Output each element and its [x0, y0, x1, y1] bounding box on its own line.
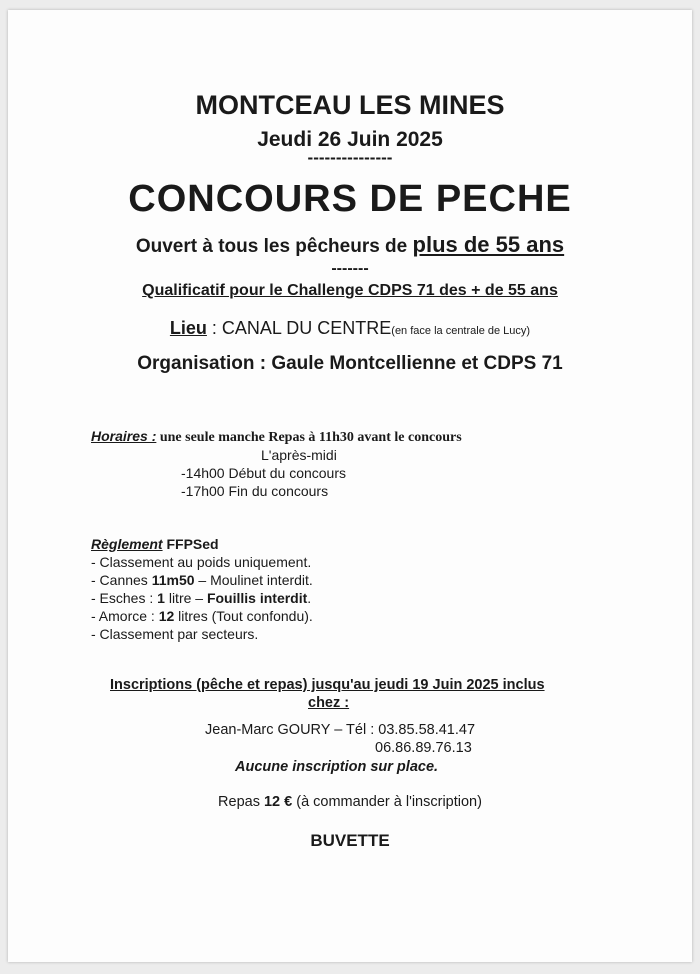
rule-bold: 1: [157, 590, 165, 606]
rule-text: - Cannes: [91, 572, 152, 588]
open-to-line: [8, 232, 692, 258]
rule-text: - Classement par secteurs.: [91, 626, 259, 642]
rule-bold: 12: [158, 608, 175, 624]
separator-1: ---------------: [307, 148, 393, 167]
open-to-prefix: Ouvert à tous les pêcheurs de: [135, 236, 413, 257]
rule-text: - Esches :: [91, 590, 158, 606]
rule-text: – Moulinet interdit.: [194, 572, 313, 588]
meal-price-line: [8, 794, 692, 810]
rule-text: .: [307, 590, 312, 606]
contact-line: Jean-Marc GOURY – Tél : 03.85.58.41.47: [205, 722, 476, 738]
age-highlight: plus de 55 ans: [412, 232, 565, 257]
city-heading: MONTCEAU LES MINES: [195, 90, 505, 120]
bar-notice: BUVETTE: [310, 831, 390, 850]
location-value: : CANAL DU CENTRE: [206, 318, 392, 338]
rule-bold: 11m50: [151, 572, 195, 588]
schedule-line-1: [91, 428, 462, 446]
poster-sheet: [8, 10, 692, 962]
rule-item: [91, 608, 313, 624]
no-onsite-registration: Aucune inscription sur place.: [235, 759, 439, 775]
registration-deadline: Inscriptions (pêche et repas) jusqu'au jeudi 19 Juin 2025 inclus: [110, 677, 545, 693]
rule-text: litre –: [164, 590, 207, 606]
separator-2: -------: [331, 260, 369, 277]
rules-heading: [91, 536, 219, 552]
schedule-afternoon: L'après-midi: [261, 447, 337, 463]
schedule-session: une seule manche Repas à 11h30 avant le concours: [156, 430, 462, 445]
rule-item: [91, 572, 313, 588]
rule-bold: Fouillis interdit: [206, 590, 308, 606]
qualification-line: Qualificatif pour le Challenge CDPS 71 des + de 55 ans: [142, 282, 558, 299]
rule-text: litres (Tout confondu).: [174, 608, 313, 624]
location-label: Lieu: [169, 318, 207, 338]
rule-text: - Amorce :: [91, 608, 159, 624]
rule-item: [91, 626, 258, 642]
schedule-label: Horaires :: [91, 428, 157, 444]
rule-item: [91, 590, 311, 606]
rule-item: [91, 554, 311, 570]
meal-prefix: Repas: [218, 794, 264, 810]
location-note: (en face la centrale de Lucy): [391, 325, 531, 337]
registration-at: chez :: [308, 695, 350, 711]
location-line: [8, 318, 692, 339]
rule-text: - Classement au poids uniquement.: [91, 554, 312, 570]
event-date: Jeudi 26 Juin 2025: [257, 128, 443, 151]
rules-label: Règlement: [91, 536, 163, 552]
organisation-line: Organisation : Gaule Montcellienne et CDPS 71: [137, 353, 563, 374]
schedule-start: -14h00 Début du concours: [181, 465, 346, 481]
contact-phone-2: 06.86.89.76.13: [375, 740, 472, 756]
rules-federation: FFPSed: [162, 536, 219, 552]
meal-suffix: (à commander à l'inscription): [292, 794, 482, 810]
main-title: CONCOURS DE PECHE: [128, 178, 572, 220]
schedule-end: -17h00 Fin du concours: [181, 483, 329, 499]
meal-price: 12 €: [263, 794, 293, 810]
